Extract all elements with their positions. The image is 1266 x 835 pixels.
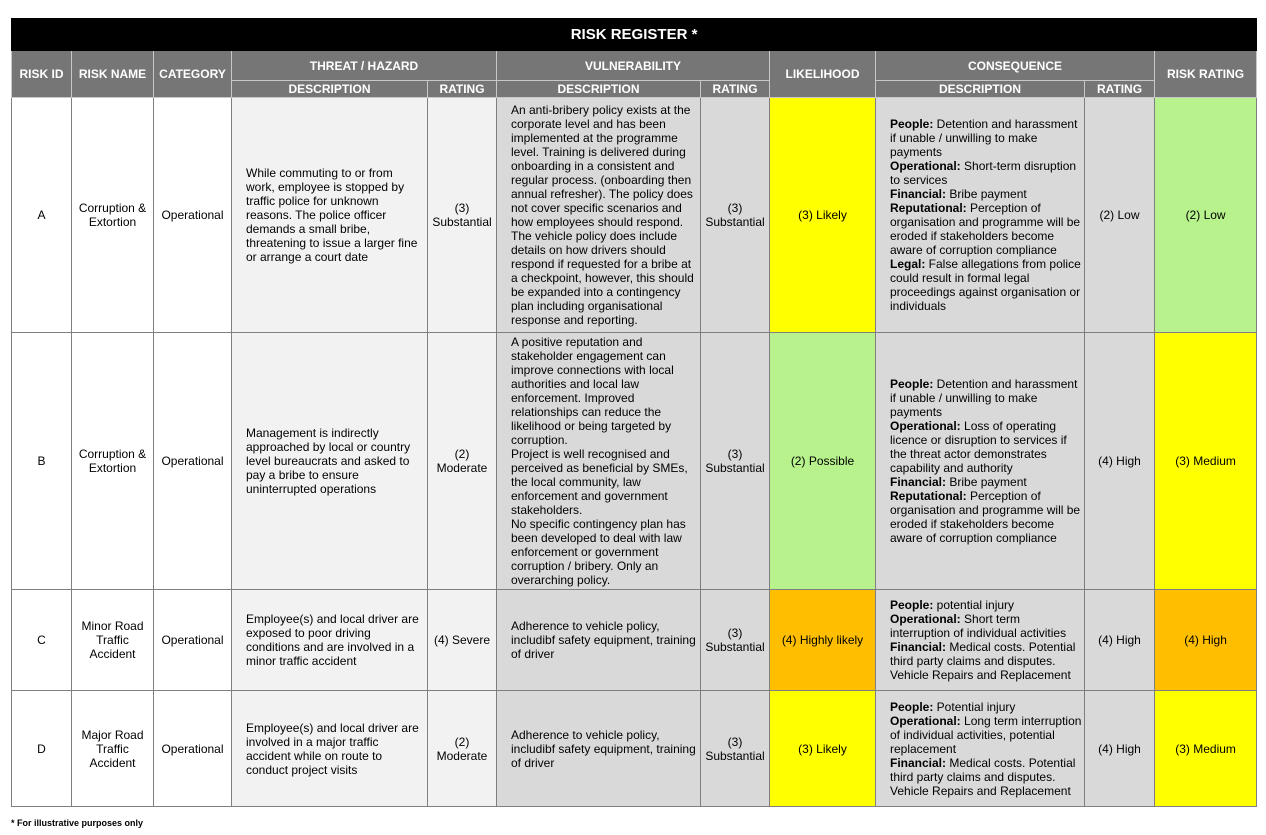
risk-name: Major Road Traffic Accident xyxy=(72,691,154,807)
header-vuln-description: DESCRIPTION xyxy=(497,81,701,98)
consequence-label: Operational: xyxy=(890,713,961,728)
header-risk-id: RISK ID xyxy=(12,51,72,98)
header-vuln-rating: RATING xyxy=(701,81,770,98)
threat-rating: (2) Moderate xyxy=(428,691,497,807)
table-title: RISK REGISTER * xyxy=(12,19,1257,51)
risk-register-table xyxy=(11,18,1257,807)
likelihood-cell: (3) Likely xyxy=(770,691,876,807)
consequence-line: Operational: Short-term disruption to services xyxy=(890,159,1077,187)
risk-name: Corruption & Extortion xyxy=(72,98,154,333)
consequence-line: Reputational: Perception of organisation and programme will be eroded if stakeholders become aware of corruption compliance xyxy=(890,489,1081,545)
vulnerability-description: Adherence to vehicle policy, includibf safety equipment, training of driver xyxy=(497,590,701,691)
threat-description: Employee(s) and local driver are exposed to poor driving conditions and are involved in a minor traffic accident xyxy=(232,590,428,691)
threat-rating: (3) Substantial xyxy=(428,98,497,333)
consequence-label: People: xyxy=(890,117,934,131)
risk-category: Operational xyxy=(154,590,232,691)
vulnerability-rating: (3) Substantial xyxy=(701,333,770,590)
table-row xyxy=(12,333,1257,590)
risk-id: B xyxy=(12,333,72,590)
vulnerability-description: Adherence to vehicle policy, includibf safety equipment, training of driver xyxy=(497,691,701,807)
consequence-line: Financial: Bribe payment xyxy=(890,475,1027,489)
consequence-label: Financial: xyxy=(890,755,947,770)
consequence-line: People: Detention and harassment if unable / unwilling to make payments xyxy=(890,377,1078,419)
consequence-label: Reputational: xyxy=(890,201,967,215)
threat-description: Management is indirectly approached by local or country level bureaucrats and asked to pay a bribe to ensure uninterrupted operations xyxy=(232,333,428,590)
header-vulnerability: VULNERABILITY xyxy=(497,51,770,81)
header-risk-name: RISK NAME xyxy=(72,51,154,98)
consequence-label: Financial: xyxy=(890,475,947,489)
consequence-label: Financial: xyxy=(890,187,947,201)
consequence-description xyxy=(876,98,1085,333)
consequence-line: Reputational: Perception of organisation and programme will be eroded if stakeholders become aware of corruption compliance xyxy=(890,201,1081,257)
vulnerability-description: An anti-bribery policy exists at the corporate level and has been implemented at the programme level. Training is delivered during onboarding in a consistent and regular process. (onboarding then annual refresher). The policy does not cover specific scenarios and how employees should respond. The vehicle policy does include details on how drivers should respond if requested for a bribe at a checkpoint, however, this should be expanded into a contingency plan including organisational response and reporting. xyxy=(497,98,701,333)
header-threat-rating: RATING xyxy=(428,81,497,98)
threat-description: While commuting to or from work, employee is stopped by traffic police for unknown reasons. The police officer demands a small bribe, threatening to issue a larger fine or arrange a court date xyxy=(232,98,428,333)
vulnerability-description: A positive reputation and stakeholder engagement can improve connections with local authorities and local law enforcement. Improved relationships can reduce the likelihood or being targeted by corruption. Project is well recognised and perceived as beneficial by SMEs, the local community, law enforcement and government stakeholders. No specific contingency plan has been developed to deal with law enforcement or government corruption / bribery. Only an overarching policy. xyxy=(497,333,701,590)
threat-description: Employee(s) and local driver are involved in a major traffic accident while on route to conduct project visits xyxy=(232,691,428,807)
header-consequence-rating: RATING xyxy=(1085,81,1155,98)
consequence-line: Financial: Medical costs. Potential third party claims and disputes. Vehicle Repairs and Replacement xyxy=(890,640,1076,682)
vulnerability-rating: (3) Substantial xyxy=(701,590,770,691)
consequence-rating: (4) High xyxy=(1085,590,1155,691)
consequence-rating: (4) High xyxy=(1085,333,1155,590)
vulnerability-rating: (3) Substantial xyxy=(701,98,770,333)
consequence-label: Operational: xyxy=(890,612,961,626)
consequence-line: Financial: Bribe payment xyxy=(890,187,1027,201)
consequence-rating: (2) Low xyxy=(1085,98,1155,333)
risk-rating-cell: (4) High xyxy=(1155,590,1257,691)
footnote: * For illustrative purposes only xyxy=(11,818,144,828)
consequence-line: Operational: Short term interruption of individual activities xyxy=(890,612,1067,640)
likelihood-cell: (4) Highly likely xyxy=(770,590,876,691)
consequence-label: Operational: xyxy=(890,419,961,433)
risk-category: Operational xyxy=(154,691,232,807)
header-threat: THREAT / HAZARD xyxy=(232,51,497,81)
risk-id: D xyxy=(12,691,72,807)
threat-rating: (2) Moderate xyxy=(428,333,497,590)
risk-name: Minor Road Traffic Accident xyxy=(72,590,154,691)
consequence-label: People: xyxy=(890,699,934,714)
vulnerability-rating: (3) Substantial xyxy=(701,691,770,807)
header-consequence: CONSEQUENCE xyxy=(876,51,1155,81)
consequence-description xyxy=(876,590,1085,691)
consequence-label: People: xyxy=(890,598,934,612)
risk-category: Operational xyxy=(154,333,232,590)
consequence-description xyxy=(876,333,1085,590)
likelihood-cell: (2) Possible xyxy=(770,333,876,590)
header-consequence-description: DESCRIPTION xyxy=(876,81,1085,98)
consequence-rating: (4) High xyxy=(1085,691,1155,807)
consequence-label: Financial: xyxy=(890,640,947,654)
table-row xyxy=(12,691,1257,807)
consequence-line: Operational: Long term interruption of individual activities, potential replacement xyxy=(890,713,1082,756)
header-threat-description: DESCRIPTION xyxy=(232,81,428,98)
header-risk-rating: RISK RATING xyxy=(1155,51,1257,98)
table-row xyxy=(12,590,1257,691)
risk-rating-cell: (2) Low xyxy=(1155,98,1257,333)
risk-rating-cell: (3) Medium xyxy=(1155,333,1257,590)
consequence-label: Legal: xyxy=(890,257,926,271)
likelihood-cell: (3) Likely xyxy=(770,98,876,333)
consequence-line: People: Detention and harassment if unable / unwilling to make payments xyxy=(890,117,1078,159)
risk-rating-cell: (3) Medium xyxy=(1155,691,1257,807)
consequence-line: People: potential injury xyxy=(890,598,1015,612)
consequence-line: Financial: Medical costs. Potential third party claims and disputes. Vehicle Repairs and Replacement xyxy=(890,755,1076,798)
table-row xyxy=(12,98,1257,333)
consequence-line: Legal: False allegations from police could result in formal legal proceedings against organisation or individuals xyxy=(890,257,1081,313)
risk-id: C xyxy=(12,590,72,691)
risk-category: Operational xyxy=(154,98,232,333)
risk-name: Corruption & Extortion xyxy=(72,333,154,590)
header-category: CATEGORY xyxy=(154,51,232,98)
threat-rating: (4) Severe xyxy=(428,590,497,691)
risk-id: A xyxy=(12,98,72,333)
consequence-description xyxy=(876,691,1085,807)
consequence-line: Operational: Loss of operating licence or disruption to services if the threat actor demonstrates capability and authority xyxy=(890,419,1067,475)
header-likelihood: LIKELIHOOD xyxy=(770,51,876,98)
consequence-label: Reputational: xyxy=(890,489,967,503)
consequence-line: People: Potential injury xyxy=(890,699,1016,714)
consequence-label: People: xyxy=(890,377,934,391)
consequence-label: Operational: xyxy=(890,159,961,173)
